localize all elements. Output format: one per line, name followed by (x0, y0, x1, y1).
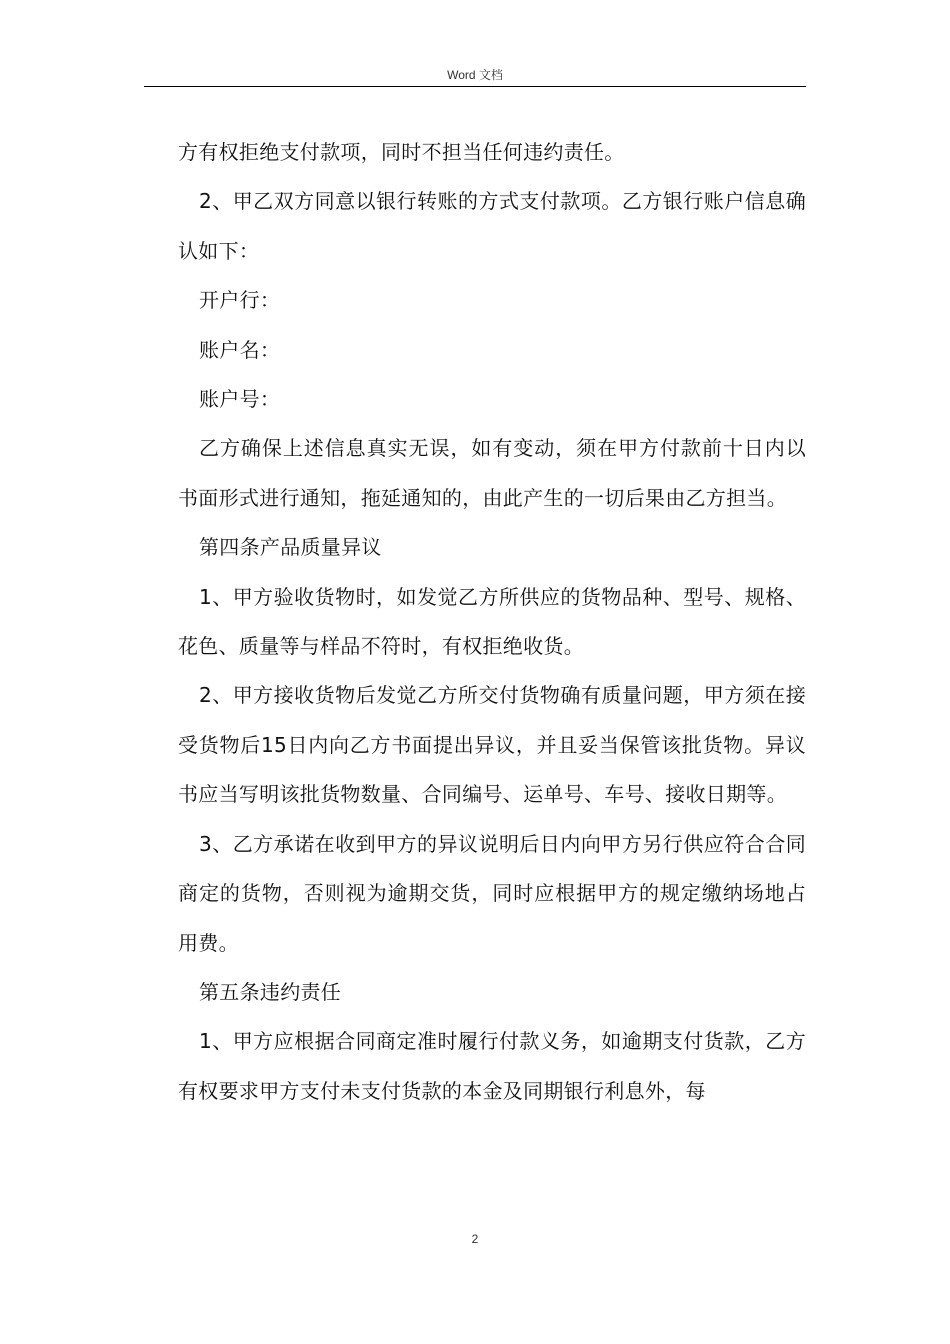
section-heading: 第四条产品质量异议 (199, 535, 382, 560)
page-number: 2 (471, 1232, 479, 1246)
paragraph: 账户号： (199, 387, 281, 412)
paragraph: 开户行： (199, 288, 281, 313)
paragraph: 乙方确保上述信息真实无误，如有变动，须在甲方付款前十日内以书面形式进行通知，拖延通知的，由此产生的一切后果由乙方担当。 (178, 436, 806, 510)
paragraph: 2、甲乙双方同意以银行转账的方式支付款项。乙方银行账户信息确认如下： (178, 189, 806, 263)
paragraph: 方有权拒绝支付款项，同时不担当任何违约责任。 (178, 140, 625, 164)
page-header: Word 文档 (447, 68, 503, 82)
paragraph: 账户名： (199, 337, 281, 362)
paragraph: 3、乙方承诺在收到甲方的异议说明后日内向甲方另行供应符合合同商定的货物，否则视为逾期交货，同时应根据甲方的规定缴纳场地占用费。 (178, 831, 806, 955)
header-rule (144, 86, 806, 87)
section-heading: 第五条违约责任 (199, 979, 342, 1004)
document-body (178, 128, 806, 1116)
paragraph: 1、甲方应根据合同商定准时履行付款义务，如逾期支付货款，乙方有权要求甲方支付未支付货款的本金及同期银行利息外，每 (178, 1029, 806, 1103)
paragraph: 1、甲方验收货物时，如发觉乙方所供应的货物品种、型号、规格、花色、质量等与样品不符时，有权拒绝收货。 (178, 584, 806, 659)
paragraph: 2、甲方接收货物后发觉乙方所交付货物确有质量问题，甲方须在接受货物后15日内向乙方书面提出异议，并且妥当保管该批货物。异议书应当写明该批货物数量、合同编号、运单号、车号、接收日期等。 (178, 683, 806, 807)
